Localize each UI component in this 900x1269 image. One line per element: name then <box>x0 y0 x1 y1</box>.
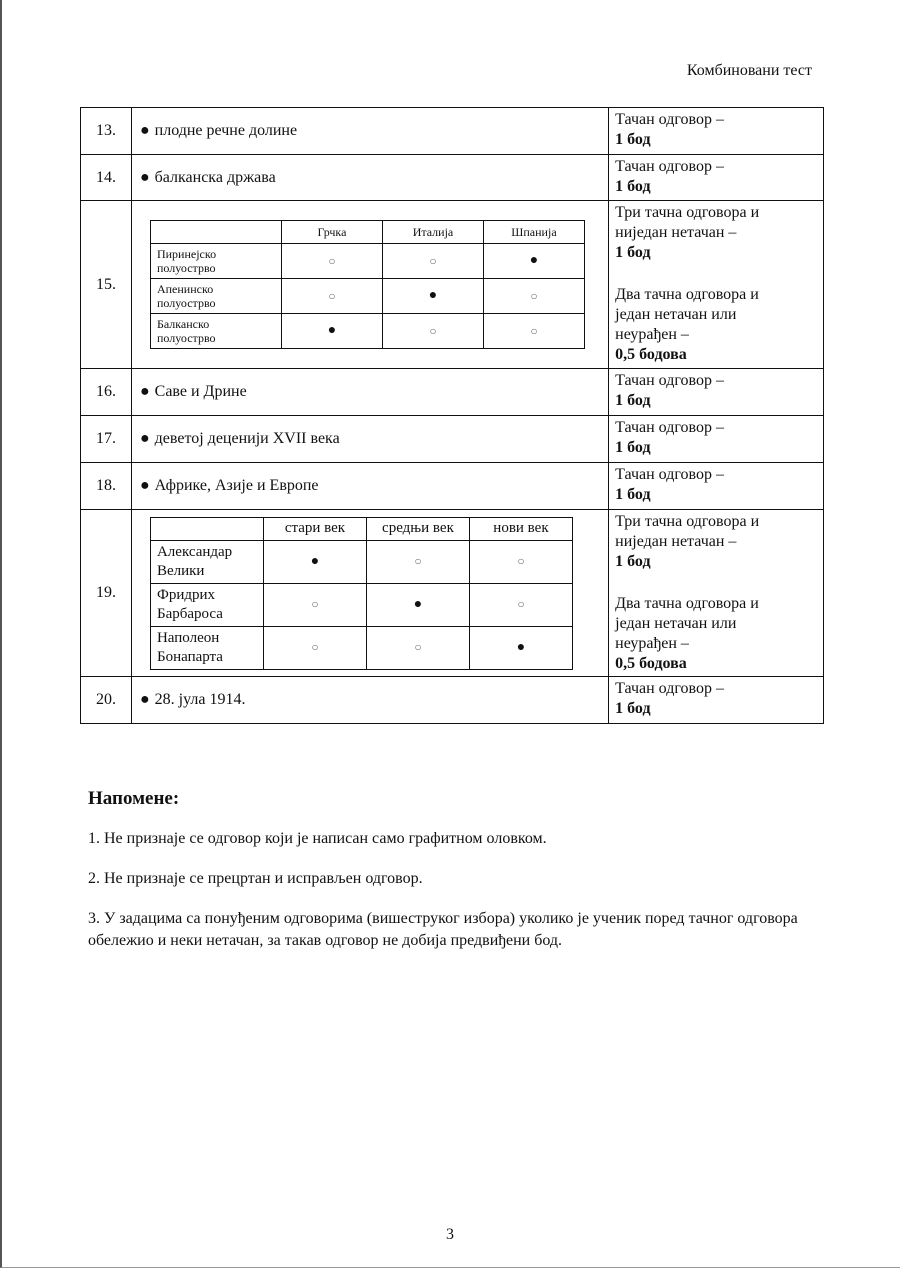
page-number: 3 <box>446 1226 454 1243</box>
mark-filled-icon: ● <box>263 540 366 583</box>
column-header: стари век <box>263 517 366 540</box>
points-value: 1 бод <box>615 486 651 503</box>
bullet-icon: ● <box>139 430 150 447</box>
points-value: 1 бод <box>615 178 651 195</box>
mark-empty-icon: ○ <box>263 583 366 626</box>
answer-cell <box>131 510 608 677</box>
points-text: један нетачан или <box>615 615 737 632</box>
row-label-line: Александар <box>156 543 233 560</box>
points-text: неурађен – <box>615 635 689 652</box>
inner-row <box>150 626 572 669</box>
question-number: 17. <box>81 416 132 463</box>
mark-empty-icon: ○ <box>281 244 382 279</box>
row-label <box>150 244 281 279</box>
mark-filled-icon: ● <box>281 314 382 349</box>
column-header: нови век <box>469 517 572 540</box>
table-row <box>81 463 824 510</box>
question-number: 14. <box>81 155 132 201</box>
points-cell <box>609 155 824 201</box>
inner-corner-cell <box>150 221 281 244</box>
column-header: Грчка <box>281 221 382 244</box>
mark-empty-icon: ○ <box>382 244 483 279</box>
inner-row <box>150 314 584 349</box>
row-label <box>150 279 281 314</box>
question-number: 13. <box>81 108 132 155</box>
row-label-line: Пиринејско <box>156 247 217 261</box>
points-value: 1 бод <box>615 553 651 570</box>
points-cell <box>609 201 824 369</box>
answer-text: 28. јула 1914. <box>154 691 246 708</box>
bullet-icon: ● <box>139 383 150 400</box>
points-cell <box>609 369 824 416</box>
row-label-line: Велики <box>156 562 205 579</box>
points-value: 0,5 бодова <box>615 655 687 672</box>
answer-key-table <box>80 107 824 724</box>
answer-cell <box>131 416 608 463</box>
mark-filled-icon: ● <box>382 279 483 314</box>
points-text: Тачан одговор – <box>615 466 724 483</box>
answer-cell <box>131 463 608 510</box>
points-text: Три тачна одговора и <box>615 204 760 221</box>
column-header: Италија <box>382 221 483 244</box>
question-number: 19. <box>81 510 132 677</box>
points-value: 1 бод <box>615 392 651 409</box>
mark-filled-icon: ● <box>483 244 584 279</box>
row-label-line: Наполеон <box>156 629 220 646</box>
points-text: ниједан нетачан – <box>615 224 737 241</box>
row-label <box>150 314 281 349</box>
mark-empty-icon: ○ <box>382 314 483 349</box>
points-text: Тачан одговор – <box>615 111 724 128</box>
row-label <box>150 540 263 583</box>
points-text: један нетачан или <box>615 306 737 323</box>
matching-table-rulers <box>150 517 573 670</box>
row-label-line: Барбароса <box>156 605 223 622</box>
answer-cell <box>131 108 608 155</box>
row-label-line: Апенинско <box>156 282 214 296</box>
points-text: Три тачна одговора и <box>615 513 760 530</box>
inner-row <box>150 583 572 626</box>
table-row <box>81 155 824 201</box>
table-row <box>81 416 824 463</box>
points-cell <box>609 416 824 463</box>
bullet-icon: ● <box>139 691 150 708</box>
bullet-icon: ● <box>139 122 150 139</box>
row-label-line: Фридрих <box>156 586 216 603</box>
table-row <box>81 201 824 369</box>
answer-cell <box>131 677 608 724</box>
note-item: 3. У задацима са понуђеним одговорима (вишеструког избора) уколико је ученик поред тачног одговора обележио и неки нетачан, за такав одговор не добија предвиђени бод. <box>88 910 798 949</box>
row-label-line: полуострво <box>156 296 216 310</box>
answer-text: плодне речне долине <box>154 122 298 139</box>
notes-section <box>88 788 818 970</box>
mark-empty-icon: ○ <box>366 626 469 669</box>
inner-corner-cell <box>150 517 263 540</box>
points-text: неурађен – <box>615 326 689 343</box>
points-value: 1 бод <box>615 439 651 456</box>
inner-row <box>150 244 584 279</box>
row-label <box>150 583 263 626</box>
mark-empty-icon: ○ <box>366 540 469 583</box>
points-text: Два тачна одговора и <box>615 286 759 303</box>
question-number: 15. <box>81 201 132 369</box>
points-cell <box>609 510 824 677</box>
row-label-line: полуострво <box>156 261 216 275</box>
note-item: 2. Не признаје се прецртан и исправљен одговор. <box>88 870 423 887</box>
question-number: 16. <box>81 369 132 416</box>
answer-cell <box>131 155 608 201</box>
mark-empty-icon: ○ <box>483 314 584 349</box>
table-row <box>81 108 824 155</box>
answer-text: Африке, Азије и Европе <box>154 477 319 494</box>
table-row <box>81 510 824 677</box>
inner-header-row <box>150 221 584 244</box>
note-item: 1. Не признаје се одговор који је написан само графитном оловком. <box>88 830 547 847</box>
points-cell <box>609 108 824 155</box>
mark-filled-icon: ● <box>366 583 469 626</box>
answer-text: деветој деценији XVII века <box>154 430 340 447</box>
points-text: Тачан одговор – <box>615 158 724 175</box>
points-cell <box>609 677 824 724</box>
points-text: Тачан одговор – <box>615 372 724 389</box>
mark-empty-icon: ○ <box>281 279 382 314</box>
page-header: Комбиновани тест <box>686 62 812 79</box>
mark-filled-icon: ● <box>469 626 572 669</box>
table-row <box>81 369 824 416</box>
column-header: Шпанија <box>483 221 584 244</box>
inner-row <box>150 540 572 583</box>
points-text: Тачан одговор – <box>615 419 724 436</box>
points-value: 0,5 бодова <box>615 346 687 363</box>
row-label <box>150 626 263 669</box>
inner-header-row <box>150 517 572 540</box>
points-value: 1 бод <box>615 700 651 717</box>
mark-empty-icon: ○ <box>469 583 572 626</box>
mark-empty-icon: ○ <box>263 626 366 669</box>
row-label-line: Бонапарта <box>156 648 223 665</box>
row-label-line: Балканско <box>156 317 210 331</box>
question-number: 20. <box>81 677 132 724</box>
answer-cell <box>131 201 608 369</box>
points-text: Два тачна одговора и <box>615 595 759 612</box>
bullet-icon: ● <box>139 477 150 494</box>
row-label-line: полуострво <box>156 331 216 345</box>
column-header: средњи век <box>366 517 469 540</box>
points-text: ниједан нетачан – <box>615 533 737 550</box>
table-row <box>81 677 824 724</box>
answer-text: Саве и Дрине <box>154 383 247 400</box>
answer-cell <box>131 369 608 416</box>
notes-title: Напомене: <box>88 788 180 809</box>
mark-empty-icon: ○ <box>483 279 584 314</box>
points-value: 1 бод <box>615 244 651 261</box>
matching-table-peninsulas <box>150 220 585 349</box>
answer-text: балканска држава <box>154 168 276 186</box>
points-cell <box>609 463 824 510</box>
question-number: 18. <box>81 463 132 510</box>
inner-row <box>150 279 584 314</box>
points-value: 1 бод <box>615 131 651 148</box>
mark-empty-icon: ○ <box>469 540 572 583</box>
points-text: Тачан одговор – <box>615 680 724 697</box>
bullet-icon: ● <box>139 168 150 186</box>
